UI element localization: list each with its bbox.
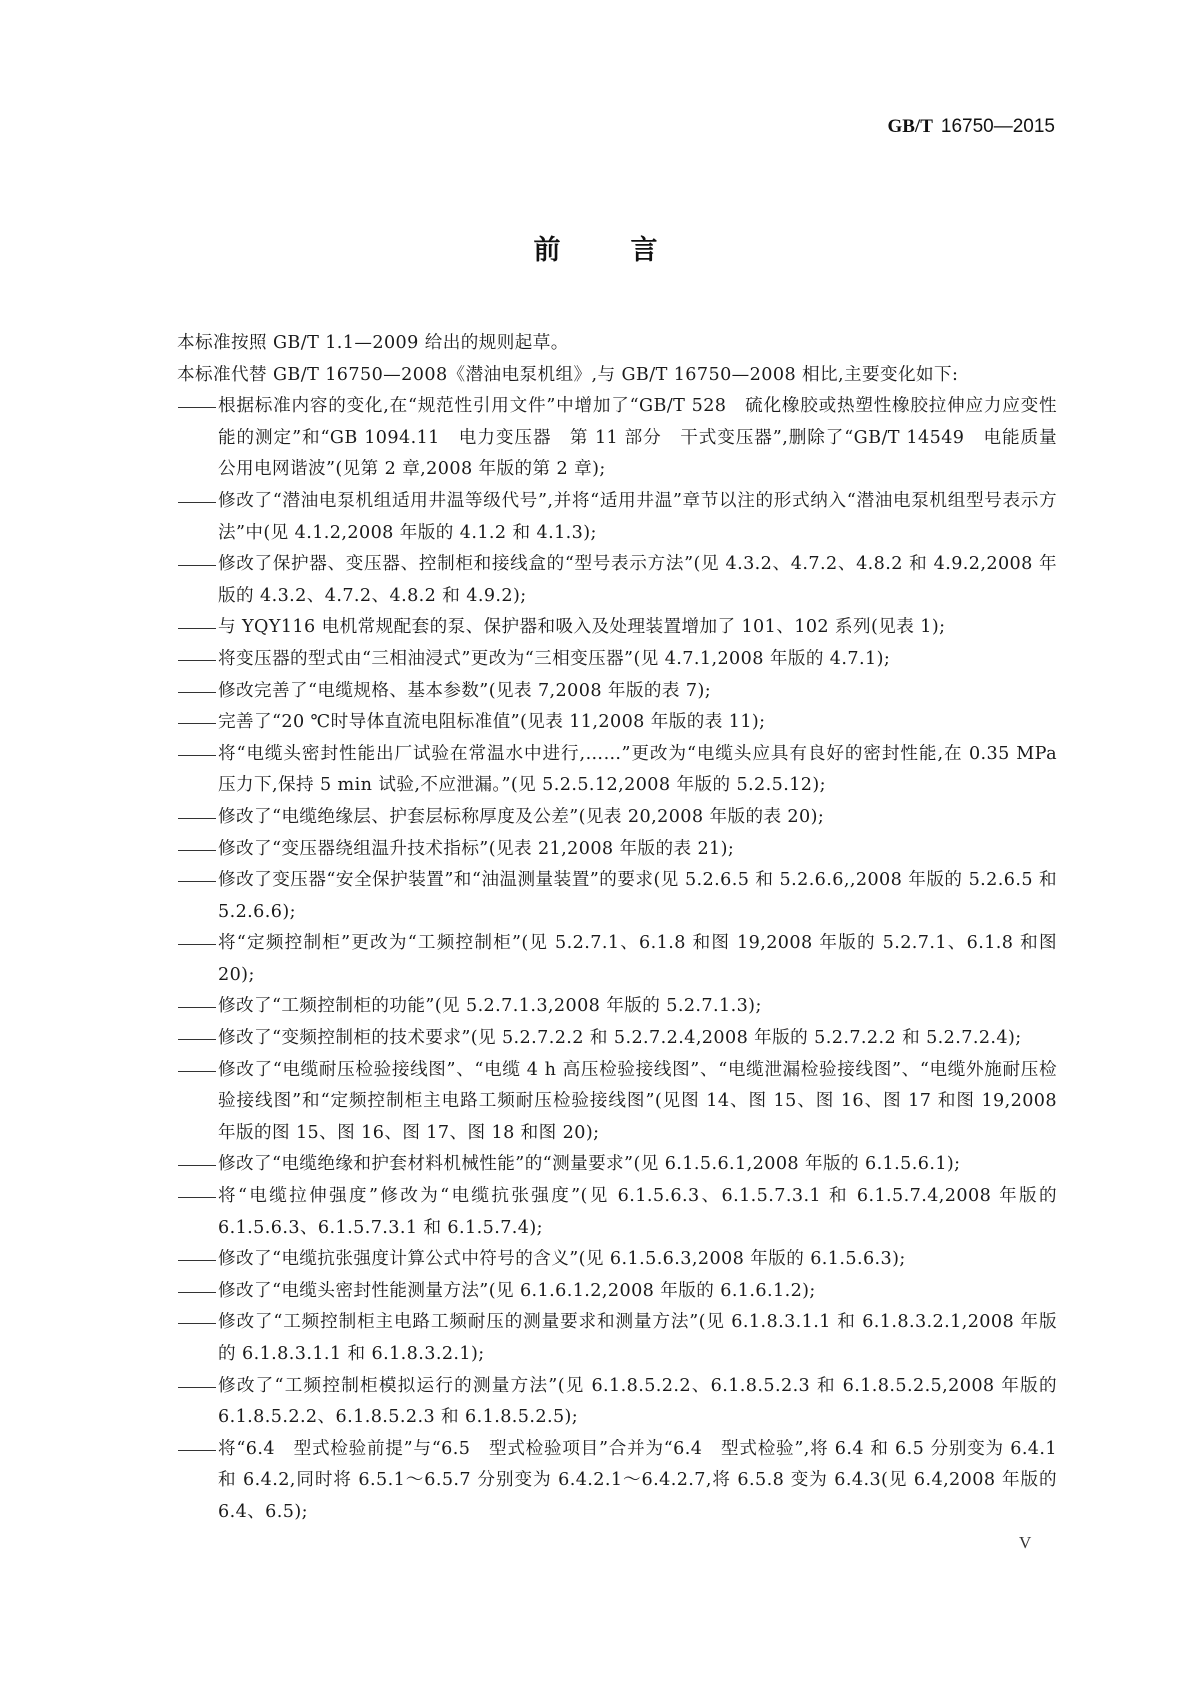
change-item xyxy=(177,739,1057,802)
change-text: 修改了“变频控制柜的技术要求”(见 5.2.7.2.2 和 5.2.7.2.4,2008 年版的 5.2.7.2.2 和 5.2.7.2.4); xyxy=(218,1028,1022,1049)
change-item xyxy=(177,1276,1057,1308)
change-item xyxy=(177,707,1057,739)
change-item xyxy=(177,644,1057,676)
dash-bullet-icon xyxy=(177,802,218,834)
page-number: V xyxy=(1019,1533,1032,1552)
dash-bullet-icon xyxy=(177,1055,218,1087)
standard-header xyxy=(887,116,1055,138)
change-text: 修改了保护器、变压器、控制柜和接线盒的“型号表示方法”(见 4.3.2、4.7.2、4.8.2 和 4.9.2,2008 年版的 4.3.2、4.7.2、4.8.2 和 4.9.2); xyxy=(218,554,1057,606)
change-text: 将“定频控制柜”更改为“工频控制柜”(见 5.2.7.1、6.1.8 和图 19,2008 年版的 5.2.7.1、6.1.8 和图 20); xyxy=(218,933,1057,985)
change-text: 将“电缆头密封性能出厂试验在常温水中进行,……”更改为“电缆头应具有良好的密封性能,在 0.35 MPa 压力下,保持 5 min 试验,不应泄漏。”(见 5.2.5.12,2008 年版的 5.2.5.12); xyxy=(218,743,1057,796)
dash-bullet-icon xyxy=(177,1371,218,1403)
change-item xyxy=(177,865,1057,928)
change-text: 完善了“20 ℃时导体直流电阻标准值”(见表 11,2008 年版的表 11); xyxy=(218,712,766,733)
change-item xyxy=(177,1181,1057,1244)
dash-bullet-icon xyxy=(177,834,218,866)
dash-bullet-icon xyxy=(177,1276,218,1308)
change-item xyxy=(177,1055,1057,1150)
change-text: 修改了“电缆抗张强度计算公式中符号的含义”(见 6.1.5.6.3,2008 年版的 6.1.5.6.3); xyxy=(218,1249,906,1270)
page-title: 前言 xyxy=(533,235,728,266)
change-text: 将变压器的型式由“三相油浸式”更改为“三相变压器”(见 4.7.1,2008 年版的 4.7.1); xyxy=(218,648,891,669)
dash-bullet-icon xyxy=(177,676,218,708)
dash-bullet-icon xyxy=(177,707,218,739)
dash-bullet-icon xyxy=(177,1023,218,1055)
dash-bullet-icon xyxy=(177,991,218,1023)
change-item xyxy=(177,991,1057,1023)
dash-bullet-icon xyxy=(177,391,218,423)
change-item xyxy=(177,1307,1057,1370)
change-item xyxy=(177,549,1057,612)
paragraph-drafting-rules: 本标准按照 GB/T 1.1—2009 给出的规则起草。 xyxy=(177,333,569,353)
change-text: 修改了“电缆头密封性能测量方法”(见 6.1.6.1.2,2008 年版的 6.1.6.1.2); xyxy=(218,1280,816,1301)
dash-bullet-icon xyxy=(177,739,218,771)
standard-prefix: GB/T xyxy=(887,116,933,137)
dash-bullet-icon xyxy=(177,865,218,897)
change-item xyxy=(177,486,1057,549)
dash-bullet-icon xyxy=(177,1244,218,1276)
change-item xyxy=(177,612,1057,644)
paragraph-replacement: 本标准代替 GB/T 16750—2008《潜油电泵机组》,与 GB/T 16750—2008 相比,主要变化如下: xyxy=(177,364,959,385)
change-text: 修改了“变压器绕组温升技术指标”(见表 21,2008 年版的表 21); xyxy=(218,838,735,859)
change-text: 修改了“工频控制柜模拟运行的测量方法”(见 6.1.8.5.2.2、6.1.8.5.2.3 和 6.1.8.5.2.5,2008 年版的 6.1.8.5.2.2、6.1.8.5.2.3 和 6.1.8.5.2.5); xyxy=(218,1375,1057,1428)
change-text: 修改了“电缆绝缘层、护套层标称厚度及公差”(见表 20,2008 年版的表 20); xyxy=(218,806,825,827)
change-text: 修改完善了“电缆规格、基本参数”(见表 7,2008 年版的表 7); xyxy=(218,680,712,701)
dash-bullet-icon xyxy=(177,644,218,676)
change-text: 修改了变压器“安全保护装置”和“油温测量装置”的要求(见 5.2.6.5 和 5.2.6.6,,2008 年版的 5.2.6.5 和 5.2.6.6); xyxy=(218,870,1057,922)
change-text: 与 YQY116 电机常规配套的泵、保护器和吸入及处理装置增加了 101、102 系列(见表 1); xyxy=(218,617,946,638)
change-item xyxy=(177,1149,1057,1181)
change-text: 修改了“工频控制柜主电路工频耐压的测量要求和测量方法”(见 6.1.8.3.1.1 和 6.1.8.3.2.1,2008 年版的 6.1.8.3.1.1 和 6.1.8.3.2.1); xyxy=(218,1312,1057,1364)
change-text: 根据标准内容的变化,在“规范性引用文件”中增加了“GB/T 528 硫化橡胶或热塑性橡胶拉伸应力应变性能的测定”和“GB 1094.11 电力变压器 第 11 部分 干式变压器”,删除了“GB/T 14549 电能质量 公用电网谐波”(见第 2 章,2008 年版的第 2 章); xyxy=(218,396,1075,480)
dash-bullet-icon xyxy=(177,1434,218,1466)
changes-list xyxy=(177,391,1075,1528)
change-item xyxy=(177,928,1057,991)
dash-bullet-icon xyxy=(177,549,218,581)
dash-bullet-icon xyxy=(177,1149,218,1181)
change-item xyxy=(177,802,1057,834)
change-text: 将“电缆拉伸强度”修改为“电缆抗张强度”(见 6.1.5.6.3、6.1.5.7.3.1 和 6.1.5.7.4,2008 年版的 6.1.5.6.3、6.1.5.7.3.1 和 6.1.5.7.4); xyxy=(218,1186,1057,1238)
change-text: 修改了“工频控制柜的功能”(见 5.2.7.1.3,2008 年版的 5.2.7.1.3); xyxy=(218,996,762,1017)
change-item xyxy=(177,1023,1057,1055)
change-item xyxy=(177,676,1057,708)
standard-number: 16750—2015 xyxy=(940,116,1055,137)
dash-bullet-icon xyxy=(177,486,218,518)
change-item xyxy=(177,1434,1057,1529)
change-text: 修改了“电缆绝缘和护套材料机械性能”的“测量要求”(见 6.1.5.6.1,2008 年版的 6.1.5.6.1); xyxy=(218,1154,961,1175)
dash-bullet-icon xyxy=(177,1181,218,1213)
dash-bullet-icon xyxy=(177,928,218,960)
change-text: 修改了“潜油电泵机组适用井温等级代号”,并将“适用井温”章节以注的形式纳入“潜油电泵机组型号表示方法”中(见 4.1.2,2008 年版的 4.1.2 和 4.1.3); xyxy=(218,490,1057,543)
change-item xyxy=(177,391,1075,486)
change-text: 将“6.4 型式检验前提”与“6.5 型式检验项目”合并为“6.4 型式检验”,将 6.4 和 6.5 分别变为 6.4.1 和 6.4.2,同时将 6.5.1～6.5.7 分别变为 6.4.2.1～6.4.2.7,将 6.5.8 变为 6.4.3(见 6.4,2008 年版的 6.4、6.5); xyxy=(218,1438,1057,1522)
change-text: 修改了“电缆耐压检验接线图”、“电缆 4 h 高压检验接线图”、“电缆泄漏检验接线图”、“电缆外施耐压检验接线图”和“定频控制柜主电路工频耐压检验接线图”(见图 14、图 15、图 16、图 17 和图 19,2008 年版的图 15、图 16、图 17、图 18 和图 20); xyxy=(218,1059,1057,1143)
change-item xyxy=(177,834,1057,866)
dash-bullet-icon xyxy=(177,1307,218,1339)
dash-bullet-icon xyxy=(177,612,218,644)
change-item xyxy=(177,1244,1057,1276)
foreword-body xyxy=(177,328,1075,1529)
change-item xyxy=(177,1371,1057,1434)
